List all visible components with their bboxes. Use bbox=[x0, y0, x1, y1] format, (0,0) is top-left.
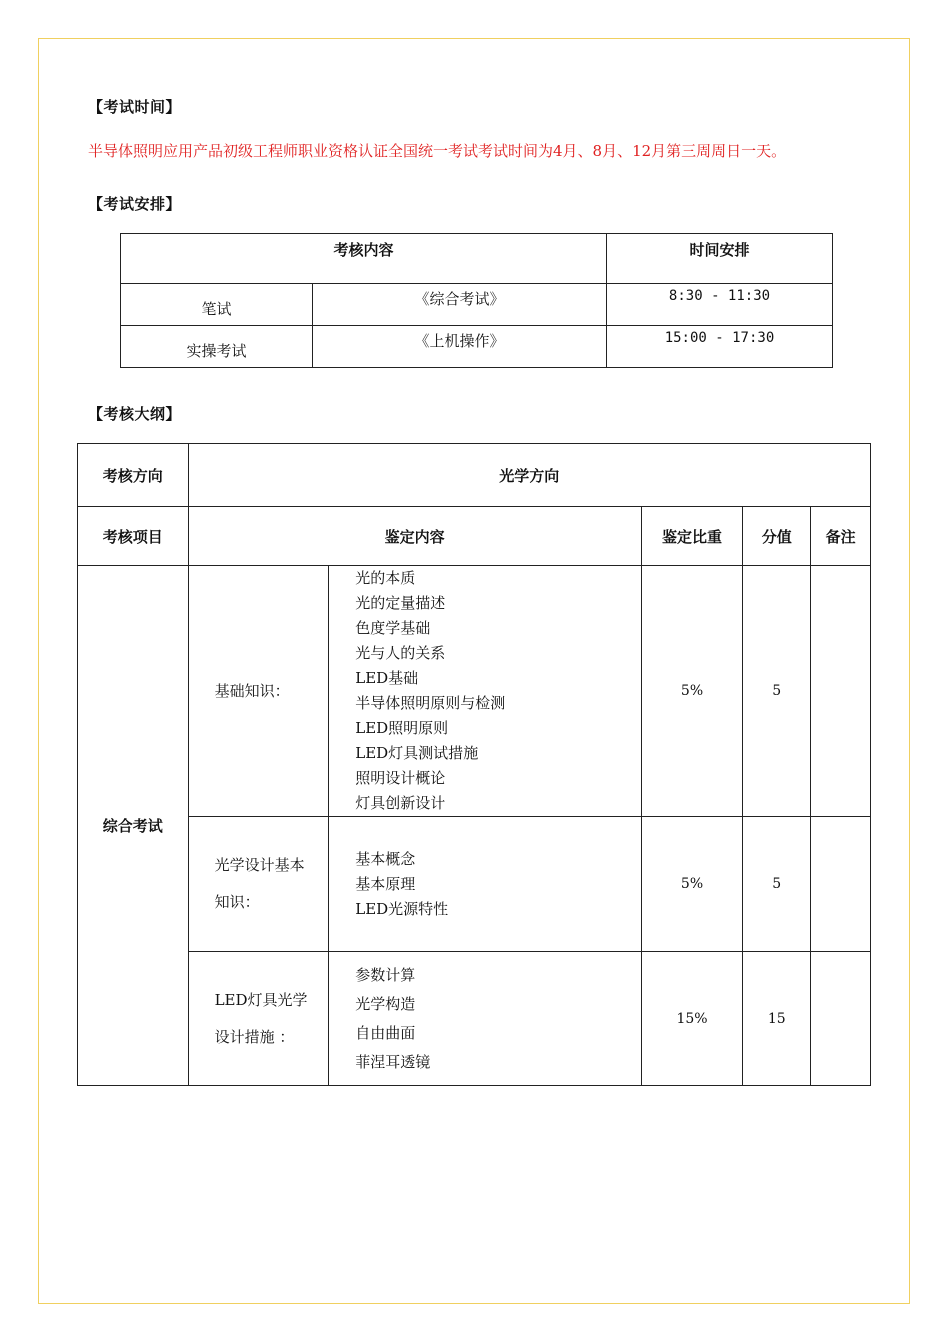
module-title bbox=[188, 817, 329, 952]
list-item: 基本概念 bbox=[355, 849, 416, 868]
direction-row bbox=[78, 444, 871, 507]
column-header-row bbox=[78, 507, 871, 566]
list-item: LED照明原则 bbox=[355, 719, 449, 737]
direction-label: 考核方向 bbox=[78, 444, 189, 507]
module-remark bbox=[811, 566, 871, 817]
table-row bbox=[121, 284, 833, 326]
module-title-line: 知识： bbox=[214, 893, 260, 911]
module-remark bbox=[811, 817, 871, 952]
list-item: 基本原理 bbox=[355, 874, 416, 893]
module-items bbox=[329, 566, 641, 817]
exam-name: 《综合考试》 bbox=[313, 284, 607, 326]
outline-heading: 【考核大纲】 bbox=[88, 405, 182, 423]
module-title bbox=[188, 952, 329, 1086]
col-score: 分值 bbox=[743, 507, 811, 566]
table-row bbox=[78, 817, 871, 952]
exam-type: 实操考试 bbox=[121, 326, 313, 368]
module-title-line: 基础知识： bbox=[214, 681, 290, 700]
exam-outline-table bbox=[77, 443, 871, 1086]
list-item: 光的本质 bbox=[355, 569, 416, 587]
col-weight: 鉴定比重 bbox=[641, 507, 743, 566]
module-remark bbox=[811, 952, 871, 1086]
list-item: 光学构造 bbox=[355, 994, 416, 1013]
module-title-line: 光学设计基本 bbox=[214, 856, 305, 874]
module-score: 15 bbox=[743, 952, 811, 1086]
module-weight: 5% bbox=[641, 566, 743, 817]
table-row bbox=[121, 326, 833, 368]
exam-schedule-table bbox=[120, 233, 833, 368]
exam-name: 《上机操作》 bbox=[313, 326, 607, 368]
table-row bbox=[78, 566, 871, 817]
list-item: 菲涅耳透镜 bbox=[355, 1052, 431, 1071]
table-header-row bbox=[121, 234, 833, 284]
group-label: 综合考试 bbox=[78, 566, 189, 1086]
list-item: 光与人的关系 bbox=[355, 644, 446, 662]
module-score: 5 bbox=[743, 817, 811, 952]
module-title-line: LED灯具光学 bbox=[214, 990, 308, 1009]
list-item: 色度学基础 bbox=[355, 619, 431, 637]
exam-type: 笔试 bbox=[121, 284, 313, 326]
list-item: 光的定量描述 bbox=[355, 594, 446, 612]
col-item: 考核项目 bbox=[78, 507, 189, 566]
module-title-line: 设计措施 ： bbox=[214, 1027, 295, 1046]
list-item: LED基础 bbox=[355, 669, 419, 687]
exam-time-heading: 【考试时间】 bbox=[88, 98, 182, 116]
list-item: LED光源特性 bbox=[355, 899, 449, 918]
table-row bbox=[78, 952, 871, 1086]
list-item: 参数计算 bbox=[355, 965, 416, 984]
list-item: LED灯具测试措施 bbox=[355, 744, 479, 762]
header-content: 考核内容 bbox=[121, 234, 607, 284]
module-items bbox=[329, 952, 641, 1086]
col-content: 鉴定内容 bbox=[188, 507, 641, 566]
module-score: 5 bbox=[743, 566, 811, 817]
list-item: 照明设计概论 bbox=[355, 769, 446, 787]
list-item: 自由曲面 bbox=[355, 1023, 416, 1042]
header-time: 时间安排 bbox=[607, 234, 833, 284]
exam-time: 15:00 - 17:30 bbox=[607, 326, 833, 368]
module-items bbox=[329, 817, 641, 952]
module-title bbox=[188, 566, 329, 817]
exam-time: 8:30 - 11:30 bbox=[607, 284, 833, 326]
list-item: 半导体照明原则与检测 bbox=[355, 694, 506, 712]
module-weight: 15% bbox=[641, 952, 743, 1086]
direction-value: 光学方向 bbox=[188, 444, 870, 507]
exam-schedule-heading: 【考试安排】 bbox=[88, 195, 182, 213]
exam-time-notice: 半导体照明应用产品初级工程师职业资格认证全国统一考试考试时间为4月、8月、12月第三周周日一天。 bbox=[88, 142, 787, 160]
module-weight: 5% bbox=[641, 817, 743, 952]
col-remark: 备注 bbox=[811, 507, 871, 566]
list-item: 灯具创新设计 bbox=[355, 794, 446, 812]
